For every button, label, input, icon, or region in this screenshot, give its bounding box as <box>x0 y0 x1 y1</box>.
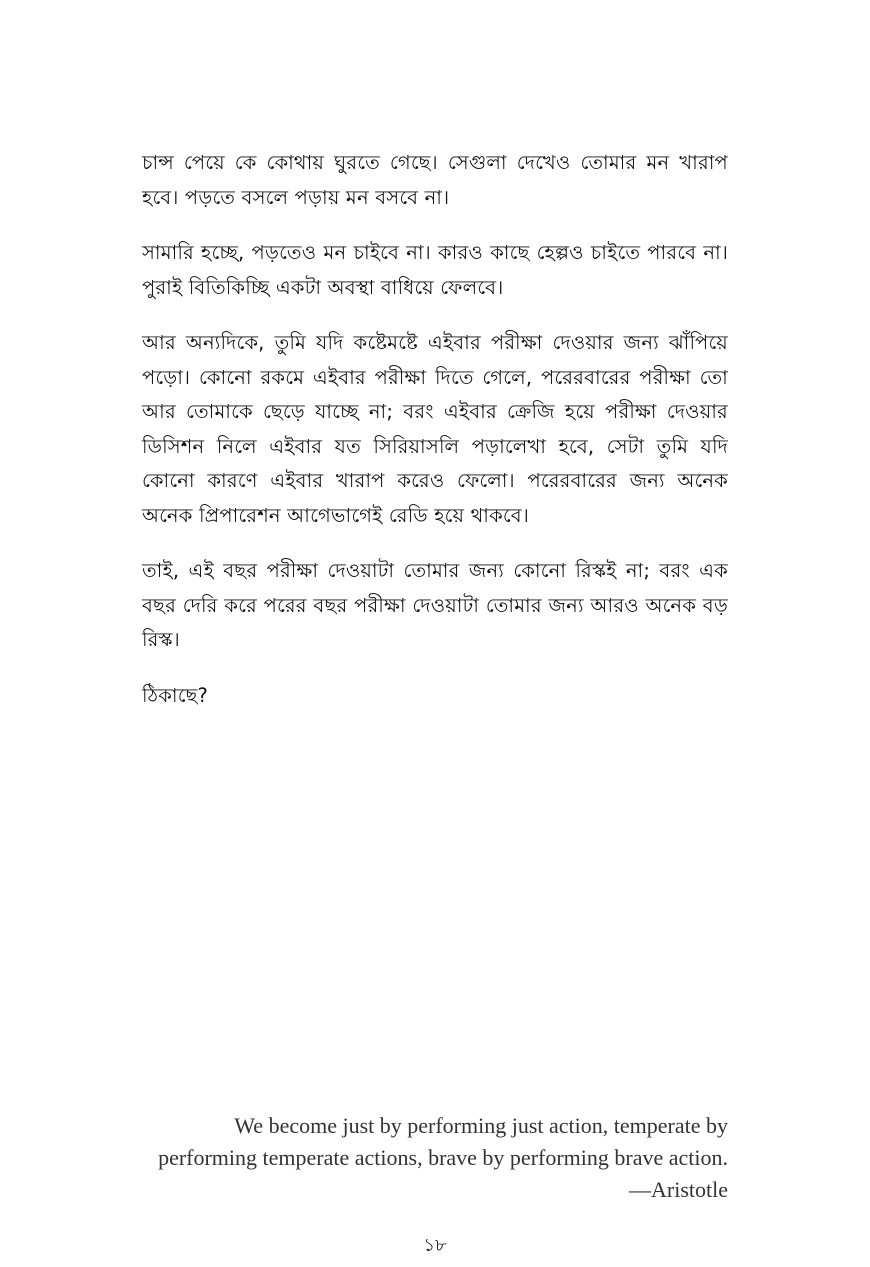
paragraph-3: আর অন্যদিকে, তুমি যদি কষ্টেমষ্টে এইবার পরীক্ষা দেওয়ার জন্য ঝাঁপিয়ে পড়ো। কোনো রকমে এইবার পরীক্ষা দিতে গেলে, পরেরবারের পরীক্ষা তো আর তোমাকে ছেড়ে যাচ্ছে না; বরং এইবার ক্রেজি হয়ে পরীক্ষা দেওয়ার ডিসিশন নিলে এইবার যত সিরিয়াসলি পড়ালেখা হবে, সেটা তুমি যদি কোনো কারণে এইবার খারাপ করেও ফেলো। পরেরবারের জন্য অনেক অনেক প্রিপারেশন আগেভাগেই রেডি হয়ে থাকবে। <box>142 331 728 527</box>
paragraph-2: সামারি হচ্ছে, পড়তেও মন চাইবে না। কারও কাছে হেল্পও চাইতে পারবে না। পুরাই বিতিকিচ্ছি একটা অবস্থা বাধিয়ে ফেলবে। <box>142 241 728 299</box>
paragraph-1: চান্স পেয়ে কে কোথায় ঘুরতে গেছে। সেগুলা দেখেও তোমার মন খারাপ হবে। পড়তে বসলে পড়ায় মন বসবে না। <box>142 151 728 209</box>
paragraph-4: তাই, এই বছর পরীক্ষা দেওয়াটা তোমার জন্য কোনো রিস্কই না; বরং এক বছর দেরি করে পরের বছর পরীক্ষা দেওয়াটা তোমার জন্য আরও অনেক বড় রিস্ক। <box>142 559 728 651</box>
aristotle-quote: We become just by performing just action, temperate by performing temperate actions, brave by performing brave action. —Aristotle <box>158 1113 728 1202</box>
paragraph-5: ঠিকাছে? <box>142 683 209 707</box>
body-text <box>142 146 728 734</box>
page-number: ১৮ <box>423 1235 447 1256</box>
